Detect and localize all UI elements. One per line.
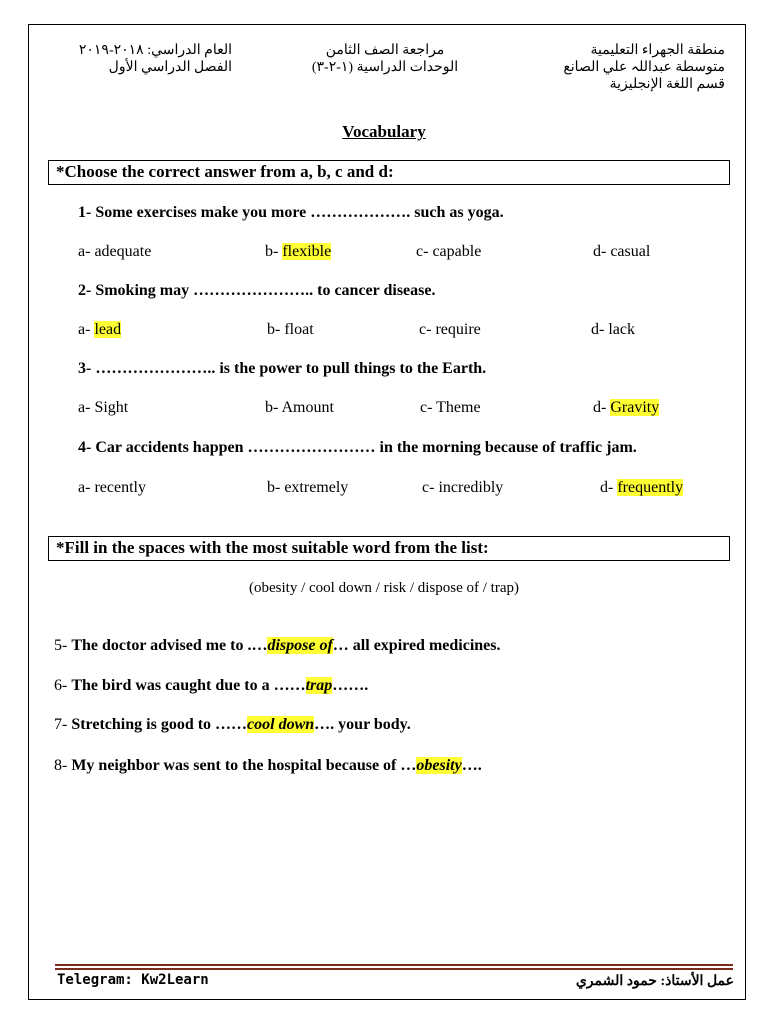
question-1: 1- Some exercises make you more ………………. such as yoga. — [78, 204, 504, 221]
option-2b: b- float — [267, 321, 314, 338]
option-3c: c- Theme — [420, 399, 481, 416]
option-2d: d- lack — [591, 321, 635, 338]
option-3a: a- Sight — [78, 399, 129, 416]
answer-8: obesity — [416, 757, 462, 774]
footer-rule-bottom — [55, 968, 733, 970]
option-4b: b- extremely — [267, 479, 349, 496]
header-academic-year: العام الدراسي: ٢٠١٨-٢٠١٩ — [78, 43, 232, 58]
fill-item-6: 6- The bird was caught due to a ……trap……. — [54, 677, 369, 694]
header-review-title: مراجعة الصف الثامن — [325, 43, 445, 58]
section1-instruction: *Choose the correct answer from a, b, c and d: — [48, 160, 730, 185]
fill-item-7: 7- Stretching is good to ……cool down…. your body. — [54, 716, 411, 733]
option-3b: b- Amount — [265, 399, 334, 416]
option-2a: a- lead — [78, 321, 122, 338]
fill-item-5: 5- The doctor advised me to .…dispose of… all expired medicines. — [54, 637, 501, 654]
section2-instruction: *Fill in the spaces with the most suitable word from the list: — [48, 536, 730, 561]
header-district: منطقة الجهراء التعليمية — [590, 43, 725, 58]
option-3d: d- Gravity — [593, 399, 660, 416]
header-review-info — [285, 42, 485, 76]
footer-rule-top — [55, 964, 733, 966]
header-year-info — [52, 42, 232, 76]
question-2: 2- Smoking may ………………….. to cancer disease. — [78, 282, 436, 299]
header-semester: الفصل الدراسي الأول — [108, 60, 232, 75]
footer-teacher: عمل الأستاذ: حمود الشمري — [575, 974, 734, 989]
header-school: متوسطة عبداللہ علي الصانع — [563, 60, 725, 75]
option-4a: a- recently — [78, 479, 146, 496]
question-4: 4- Car accidents happen …………………… in the morning because of traffic jam. — [78, 439, 637, 456]
answer-5: dispose of — [267, 637, 333, 654]
answer-6: trap — [305, 677, 333, 694]
header-units: الوحدات الدراسية (١-٢-٣) — [311, 60, 459, 75]
option-1d: d- casual — [593, 243, 651, 260]
option-4d: d- frequently — [600, 479, 684, 496]
fill-item-8: 8- My neighbor was sent to the hospital because of …obesity…. — [54, 757, 482, 774]
option-1b: b- flexible — [265, 243, 332, 260]
question-3: 3- ………………….. is the power to pull things to the Earth. — [78, 360, 487, 377]
header-department: قسم اللغة الإنجليزية — [609, 77, 725, 92]
word-list: (obesity / cool down / risk / dispose of / trap) — [249, 580, 519, 596]
answer-7: cool down — [247, 716, 315, 733]
option-1a: a- adequate — [78, 243, 152, 260]
page-title: Vocabulary — [342, 122, 426, 141]
header-school-info — [563, 42, 725, 93]
option-4c: c- incredibly — [422, 479, 504, 496]
option-2c: c- require — [419, 321, 481, 338]
footer-telegram: Telegram: Kw2Learn — [57, 972, 209, 988]
option-1c: c- capable — [416, 243, 482, 260]
